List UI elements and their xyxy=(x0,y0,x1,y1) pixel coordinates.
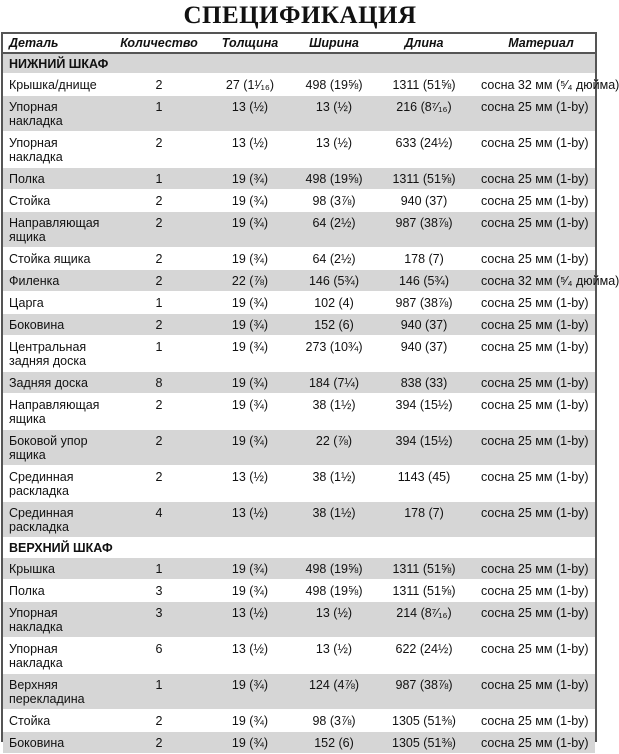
cell-length: 178 (7) xyxy=(404,252,444,266)
cell-quantity: 6 xyxy=(155,642,163,656)
cell-length: 987 (38⅞) xyxy=(395,678,453,692)
cell-length: 1311 (51⅝) xyxy=(392,78,456,92)
cell-part: Задняя доска xyxy=(9,376,88,390)
cell-length: 1311 (51⅝) xyxy=(392,562,456,576)
cell-thickness: 13 (½) xyxy=(231,642,269,656)
cell-quantity: 2 xyxy=(155,398,163,412)
cell-quantity: 3 xyxy=(155,606,163,620)
cell-thickness: 19 (¾) xyxy=(231,340,269,354)
cell-width: 184 (7¼) xyxy=(308,376,360,390)
cell-length: 146 (5¾) xyxy=(398,274,450,288)
cell-width: 64 (2½) xyxy=(312,252,356,266)
cell-quantity: 2 xyxy=(155,274,163,288)
cell-material: сосна 25 мм (1-by) xyxy=(481,470,589,484)
cell-material: сосна 25 мм (1-by) xyxy=(481,340,589,354)
table-row xyxy=(3,394,595,430)
column-header-part: Деталь xyxy=(9,36,59,50)
cell-part: Упорная накладка xyxy=(9,100,63,128)
cell-thickness: 19 (¾) xyxy=(231,296,269,310)
cell-thickness: 19 (¾) xyxy=(231,562,269,576)
cell-width: 498 (19⅝) xyxy=(305,78,363,92)
table-row xyxy=(3,558,595,580)
cell-part: Упорная накладка xyxy=(9,642,63,670)
cell-width: 498 (19⅝) xyxy=(305,172,363,186)
cell-width: 13 (½) xyxy=(315,642,353,656)
cell-length: 987 (38⅞) xyxy=(395,296,453,310)
cell-quantity: 2 xyxy=(155,194,163,208)
cell-material: сосна 25 мм (1-by) xyxy=(481,136,589,150)
cell-thickness: 27 (1¹⁄₁₆) xyxy=(225,78,275,92)
cell-quantity: 8 xyxy=(155,376,163,390)
cell-part: Направляющая ящика xyxy=(9,216,100,244)
cell-width: 38 (1½) xyxy=(312,398,356,412)
table-row xyxy=(3,580,595,602)
cell-part: Стойка xyxy=(9,194,51,208)
cell-part: Направляющая ящика xyxy=(9,398,100,426)
cell-length: 940 (37) xyxy=(400,340,448,354)
cell-thickness: 13 (½) xyxy=(231,470,269,484)
column-header-width: Ширина xyxy=(309,36,359,50)
cell-material: сосна 25 мм (1-by) xyxy=(481,100,589,114)
cell-quantity: 2 xyxy=(155,736,163,750)
table-row xyxy=(3,292,595,314)
cell-quantity: 2 xyxy=(155,78,163,92)
cell-thickness: 22 (⅞) xyxy=(231,274,269,288)
table-row xyxy=(3,96,595,132)
cell-thickness: 19 (¾) xyxy=(231,584,269,598)
cell-material: сосна 25 мм (1-by) xyxy=(481,398,589,412)
cell-part: Стойка xyxy=(9,714,51,728)
page-title: СПЕЦИФИКАЦИЯ xyxy=(183,2,417,29)
table-row xyxy=(3,430,595,466)
cell-length: 1311 (51⅝) xyxy=(392,172,456,186)
cell-quantity: 4 xyxy=(155,506,163,520)
table-row xyxy=(3,132,595,168)
cell-thickness: 19 (¾) xyxy=(231,318,269,332)
cell-length: 940 (37) xyxy=(400,194,448,208)
section-header xyxy=(3,538,595,558)
cell-part: Упорная накладка xyxy=(9,136,63,164)
cell-material: сосна 25 мм (1-by) xyxy=(481,172,589,186)
cell-material: сосна 32 мм (⁵⁄₄ дюйма) xyxy=(481,274,619,288)
cell-part: Верхняя перекладина xyxy=(9,678,85,706)
cell-thickness: 19 (¾) xyxy=(231,252,269,266)
cell-length: 214 (8⁷⁄₁₆) xyxy=(396,606,452,620)
cell-thickness: 19 (¾) xyxy=(231,736,269,750)
cell-material: сосна 25 мм (1-by) xyxy=(481,318,589,332)
cell-quantity: 2 xyxy=(155,434,163,448)
cell-quantity: 1 xyxy=(155,296,163,310)
cell-quantity: 1 xyxy=(155,678,163,692)
cell-length: 1311 (51⅝) xyxy=(392,584,456,598)
table-row xyxy=(3,270,619,292)
table-row xyxy=(3,314,595,336)
cell-length: 216 (8⁷⁄₁₆) xyxy=(396,100,452,114)
section-title: НИЖНИЙ ШКАФ xyxy=(9,56,109,71)
cell-material: сосна 25 мм (1-by) xyxy=(481,678,589,692)
cell-width: 64 (2½) xyxy=(312,216,356,230)
cell-material: сосна 25 мм (1-by) xyxy=(481,506,589,520)
cell-length: 940 (37) xyxy=(400,318,448,332)
cell-thickness: 19 (¾) xyxy=(231,678,269,692)
table-row xyxy=(3,732,595,754)
cell-part: Срединная раскладка xyxy=(9,506,74,534)
cell-thickness: 13 (½) xyxy=(231,100,269,114)
cell-thickness: 19 (¾) xyxy=(231,172,269,186)
cell-part: Боковина xyxy=(9,736,65,750)
table-header-row xyxy=(3,34,595,54)
cell-material: сосна 25 мм (1-by) xyxy=(481,434,589,448)
table-row xyxy=(3,466,595,502)
cell-quantity: 2 xyxy=(155,318,163,332)
cell-part: Стойка ящика xyxy=(9,252,91,266)
cell-length: 633 (24½) xyxy=(395,136,453,150)
cell-material: сосна 25 мм (1-by) xyxy=(481,714,589,728)
cell-thickness: 13 (½) xyxy=(231,606,269,620)
table-row xyxy=(3,602,595,638)
cell-material: сосна 25 мм (1-by) xyxy=(481,606,589,620)
column-header-thickness: Толщина xyxy=(221,36,279,50)
cell-part: Центральная задняя доска xyxy=(9,340,87,368)
cell-part: Крышка/днище xyxy=(9,78,97,92)
cell-thickness: 13 (½) xyxy=(231,506,269,520)
cell-length: 394 (15½) xyxy=(395,434,453,448)
column-header-quantity: Количество xyxy=(120,36,198,50)
cell-width: 22 (⅞) xyxy=(315,434,353,448)
cell-width: 152 (6) xyxy=(314,318,354,332)
cell-thickness: 19 (¾) xyxy=(231,376,269,390)
cell-part: Полка xyxy=(9,584,45,598)
cell-thickness: 19 (¾) xyxy=(231,216,269,230)
table-row xyxy=(3,190,595,212)
cell-part: Филенка xyxy=(9,274,60,288)
cell-material: сосна 25 мм (1-by) xyxy=(481,584,589,598)
cell-quantity: 2 xyxy=(155,252,163,266)
cell-material: сосна 25 мм (1-by) xyxy=(481,194,589,208)
cell-quantity: 1 xyxy=(155,100,163,114)
cell-length: 838 (33) xyxy=(400,376,448,390)
cell-part: Царга xyxy=(9,296,44,310)
table-row xyxy=(3,638,595,674)
table-row xyxy=(3,74,619,96)
cell-quantity: 2 xyxy=(155,216,163,230)
cell-width: 273 (10¾) xyxy=(305,340,363,354)
table-row xyxy=(3,710,595,732)
cell-length: 1305 (51⅜) xyxy=(392,714,456,728)
cell-width: 38 (1½) xyxy=(312,470,356,484)
cell-quantity: 2 xyxy=(155,136,163,150)
cell-thickness: 19 (¾) xyxy=(231,194,269,208)
cell-material: сосна 25 мм (1-by) xyxy=(481,562,589,576)
cell-width: 498 (19⅝) xyxy=(305,584,363,598)
cell-part: Боковой упор ящика xyxy=(9,434,88,462)
cell-length: 178 (7) xyxy=(404,506,444,520)
cell-width: 98 (3⅞) xyxy=(312,714,356,728)
table-row xyxy=(3,372,595,394)
cell-material: сосна 25 мм (1-by) xyxy=(481,376,589,390)
cell-width: 98 (3⅞) xyxy=(312,194,356,208)
table-row xyxy=(3,248,595,270)
cell-material: сосна 25 мм (1-by) xyxy=(481,252,589,266)
cell-width: 38 (1½) xyxy=(312,506,356,520)
cell-part: Крышка xyxy=(9,562,55,576)
cell-part: Боковина xyxy=(9,318,65,332)
cell-width: 102 (4) xyxy=(314,296,354,310)
cell-length: 1305 (51⅜) xyxy=(392,736,456,750)
section-title: ВЕРХНИЙ ШКАФ xyxy=(9,540,113,555)
cell-material: сосна 25 мм (1-by) xyxy=(481,216,589,230)
section-header xyxy=(3,54,595,74)
column-header-length: Длина xyxy=(404,36,444,50)
cell-width: 13 (½) xyxy=(315,606,353,620)
cell-quantity: 1 xyxy=(155,562,163,576)
specification-table xyxy=(1,32,619,750)
cell-quantity: 1 xyxy=(155,340,163,354)
cell-thickness: 19 (¾) xyxy=(231,434,269,448)
cell-length: 394 (15½) xyxy=(395,398,453,412)
cell-width: 13 (½) xyxy=(315,136,353,150)
cell-material: сосна 25 мм (1-by) xyxy=(481,736,589,750)
cell-material: сосна 32 мм (⁵⁄₄ дюйма) xyxy=(481,78,619,92)
cell-quantity: 1 xyxy=(155,172,163,186)
cell-length: 622 (24½) xyxy=(395,642,453,656)
cell-thickness: 19 (¾) xyxy=(231,714,269,728)
table-row xyxy=(3,336,595,372)
table-row xyxy=(3,212,595,248)
column-header-material: Материал xyxy=(508,36,574,50)
cell-width: 124 (4⅞) xyxy=(308,678,360,692)
cell-material: сосна 25 мм (1-by) xyxy=(481,642,589,656)
cell-width: 152 (6) xyxy=(314,736,354,750)
cell-thickness: 13 (½) xyxy=(231,136,269,150)
table-row xyxy=(3,502,595,538)
cell-length: 1143 (45) xyxy=(397,470,451,484)
cell-length: 987 (38⅞) xyxy=(395,216,453,230)
cell-width: 13 (½) xyxy=(315,100,353,114)
cell-part: Срединная раскладка xyxy=(9,470,74,498)
cell-part: Полка xyxy=(9,172,45,186)
cell-width: 498 (19⅝) xyxy=(305,562,363,576)
table-row xyxy=(3,674,595,710)
cell-width: 146 (5¾) xyxy=(308,274,360,288)
cell-quantity: 3 xyxy=(155,584,163,598)
table-row xyxy=(3,168,595,190)
cell-quantity: 2 xyxy=(155,470,163,484)
cell-part: Упорная накладка xyxy=(9,606,63,634)
cell-thickness: 19 (¾) xyxy=(231,398,269,412)
cell-material: сосна 25 мм (1-by) xyxy=(481,296,589,310)
cell-quantity: 2 xyxy=(155,714,163,728)
